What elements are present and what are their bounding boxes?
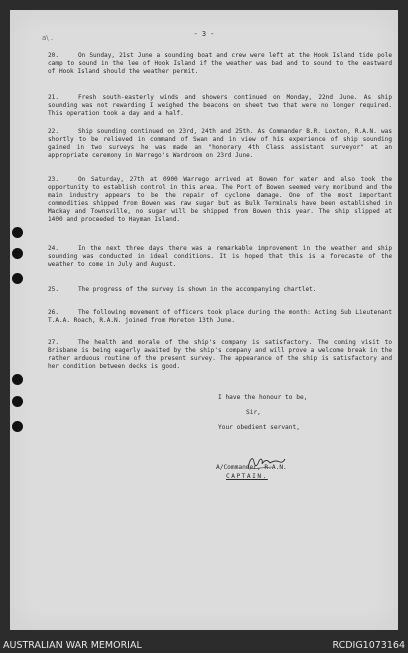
footer-source: AUSTRALIAN WAR MEMORIAL [3, 640, 142, 651]
paragraph-23 [48, 176, 392, 225]
paragraph-text: The progress of the survey is shown in the accompanying chartlet. [78, 286, 317, 293]
pencil-mark: a\ . [42, 34, 54, 42]
closing-line-2: Sir, [246, 409, 261, 416]
punch-hole [12, 227, 23, 238]
punch-hole [12, 374, 23, 385]
paragraph-24 [48, 245, 392, 269]
paragraph-25 [48, 286, 392, 294]
closing-line-3: Your obedient servant, [218, 424, 300, 431]
paragraph-number: 23. [48, 176, 60, 183]
paragraph-text: Ship sounding continued on 23rd, 24th and 25th. As Commander B.R. Loxton, R.A.N. was shortly to be relieved in command of Swan and in view of his experience of ship sounding gained in two surveys he was made an "honorary 4th Class assistant surveyor" at an appropriate ceremony in Warrego's Wardroom on 23rd June. [48, 128, 392, 160]
page-number: - 3 - [193, 30, 215, 38]
paragraph-number: 21. [48, 94, 60, 101]
paragraph-21 [48, 94, 392, 118]
paragraph-text: On Saturday, 27th at 0900 Warrego arrived at Bowen for water and also took the opportunity to establish control in this area. The Port of Bowen seemed very moribund and the main industry appears to be the repair of cyclone damage. One of the most important commodities shipped from Bowen was raw sugar but as Bulk Terminals have been established in Mackay and Townsville, no sugar will be shipped from Bowen this year. The ship slipped at 1400 and proceeded to Hayman Island. [48, 176, 392, 224]
punch-hole [12, 421, 23, 432]
paragraph-22 [48, 128, 392, 160]
punch-hole [12, 396, 23, 407]
archive-footer [0, 638, 408, 653]
paragraph-number: 25. [48, 286, 60, 293]
punch-hole [12, 248, 23, 259]
paragraph-20 [48, 52, 392, 76]
paragraph-number: 26. [48, 309, 60, 316]
paragraph-text: On Sunday, 21st June a sounding boat and crew were left at the Hook Island tide pole camp to sound in the lee of Hook Island if the weather was bad and to sound to the eastward of Hook Island should the weather permit. [48, 52, 392, 76]
paragraph-text: The following movement of officers took place during the month: Acting Sub Lieutenant T.A.A. Roach, R.A.N. joined from Moreton 13th June. [48, 309, 392, 325]
closing-line-1: I have the honour to be, [218, 394, 308, 401]
paragraph-26 [48, 309, 392, 325]
paragraph-number: 22. [48, 128, 60, 135]
paragraph-text: Fresh south-easterly winds and showers continued on Monday, 22nd June. As ship sounding was not rewarding I weighed the beacons on sheet two that were no longer required. This operation took a day and a half. [48, 94, 392, 118]
paragraph-27 [48, 339, 392, 371]
paragraph-number: 24. [48, 245, 60, 252]
paragraph-number: 20. [48, 52, 60, 59]
paragraph-number: 27. [48, 339, 60, 346]
paragraph-text: The health and morale of the ship's company is satisfactory. The coming visit to Brisbane is being eagerly awaited by the ship's company and will prove a welcome break in the rather arduous routine of the present survey. The appearance of the ship is satisfactory and her condition between decks is good. [48, 339, 392, 371]
signatory-rank: A/Commander, R.A.N. [216, 464, 287, 471]
footer-record-id: RCDIG1073164 [332, 640, 405, 651]
document-page [10, 10, 398, 630]
punch-hole [12, 273, 23, 284]
paragraph-text: In the next three days there was a remarkable improvement in the weather and ship sounding was conducted in ideal conditions. It is hoped that this is a forecaste of the weather to come in July and August. [48, 245, 392, 269]
signatory-title: CAPTAIN. [226, 473, 268, 480]
